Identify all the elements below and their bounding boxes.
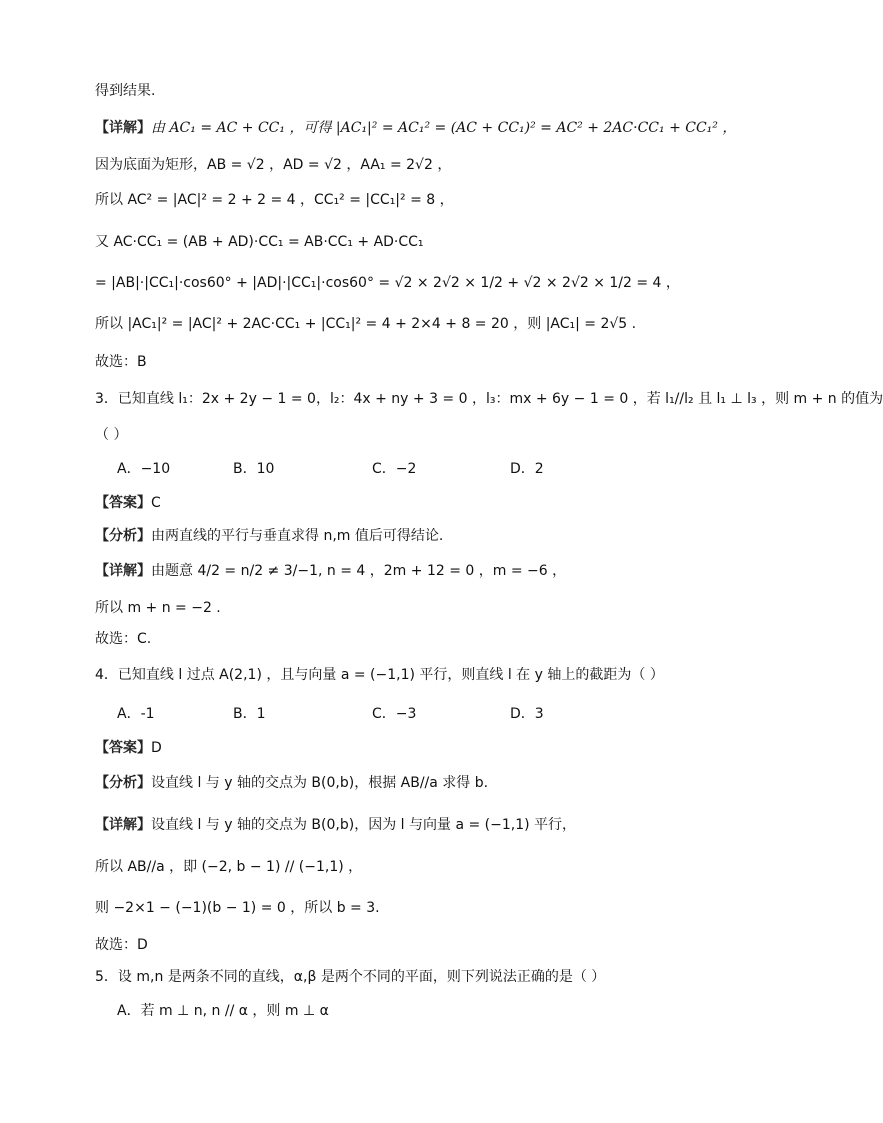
analysis-line (95, 525, 443, 547)
line-text: 3．已知直线 l₁：2x + 2y − 1 = 0，l₂：4x + ny + 3 = 0 ，l₃：mx + 6y − 1 = 0 ，若 l₁//l₂ 且 l₁ ⊥ l₃ ，则 m + n 的值为 (95, 391, 883, 407)
question-4-stem (95, 664, 664, 686)
text-line (95, 897, 380, 919)
line-text: 5．设 m,n 是两条不同的直线，α,β 是两个不同的平面，则下列说法正确的是（ ） (95, 969, 606, 985)
option-a: A．−10 (117, 461, 171, 477)
text-line (95, 231, 424, 253)
text-line (95, 80, 155, 102)
analysis-tag: 【分析】 (95, 775, 151, 791)
answer-choice-line (95, 934, 148, 956)
line-text: 所以 AB//a ，即 (−2, b − 1) // (−1,1) ， (95, 859, 363, 875)
line-text: 由两直线的平行与垂直求得 n,m 值后可得结论. (151, 528, 444, 544)
text-line (95, 154, 451, 176)
answer-line (95, 492, 161, 514)
detail-line (95, 117, 736, 139)
option-a: A．-1 (117, 706, 155, 722)
line-text: 故选：D (95, 937, 148, 953)
text-line (95, 856, 362, 878)
line-text: 设直线 l 与 y 轴的交点为 B(0,b)，因为 l 与向量 a = (−1,1) 平行， (151, 817, 577, 833)
answer-choice-line (95, 628, 151, 650)
text-line (95, 313, 636, 335)
analysis-line (95, 772, 488, 794)
option-b: B．10 (233, 461, 275, 477)
answer-tag: 【答案】 (95, 495, 151, 511)
detail-line (95, 560, 566, 582)
line-text: 所以 AC² = |AC|² = 2 + 2 = 4 ，CC₁² = |CC₁|² = 8 ， (95, 192, 454, 208)
line-text: 由题意 4/2 = n/2 ≠ 3/−1, n = 4 ，2m + 12 = 0 ，m = −6 ， (151, 563, 567, 579)
detail-tag: 【详解】 (95, 563, 151, 579)
answer-choice-line (95, 351, 147, 373)
detail-tag: 【详解】 (95, 120, 151, 136)
line-text: A．若 m ⊥ n, n // α ，则 m ⊥ α (117, 1003, 329, 1019)
line-text: 因为底面为矩形，AB = √2 ，AD = √2 ，AA₁ = 2√2 ， (95, 157, 452, 173)
line-text: 故选：B (95, 354, 147, 370)
text-line (95, 189, 454, 211)
line-text: 由 AC₁ = AC + CC₁ ，可得 |AC₁|² = AC₁² = (AC + CC₁)² = AC² + 2AC·CC₁ + CC₁² ， (151, 120, 737, 136)
option-c: C．−3 (372, 706, 417, 722)
question-3-bracket (95, 424, 127, 446)
option-d: D．2 (510, 461, 544, 477)
line-text: 设直线 l 与 y 轴的交点为 B(0,b)，根据 AB//a 求得 b. (151, 775, 489, 791)
line-text: = |AB|·|CC₁|·cos60° + |AD|·|CC₁|·cos60° = √2 × 2√2 × 1/2 + √2 × 2√2 × 1/2 = 4 ， (95, 275, 680, 291)
line-text: 又 AC·CC₁ = (AB + AD)·CC₁ = AB·CC₁ + AD·CC₁ (95, 234, 424, 250)
option-c: C．−2 (372, 461, 417, 477)
answer-line (95, 737, 162, 759)
question-5-option-a (117, 1000, 329, 1022)
line-text: 4．已知直线 l 过点 A(2,1) ，且与向量 a = (−1,1) 平行，则直线 l 在 y 轴上的截距为（ ） (95, 667, 664, 683)
line-text: 所以 m + n = −2 . (95, 600, 221, 616)
line-text: （ ） (95, 427, 128, 443)
line-text: 得到结果. (95, 83, 156, 99)
detail-line (95, 814, 576, 836)
question-3-stem (95, 388, 883, 410)
text-line (95, 597, 221, 619)
answer-value: D (151, 740, 162, 756)
line-text: 则 −2×1 − (−1)(b − 1) = 0 ，所以 b = 3. (95, 900, 380, 916)
option-b: B．1 (233, 706, 266, 722)
line-text: 故选：C. (95, 631, 152, 647)
answer-tag: 【答案】 (95, 740, 151, 756)
line-text: 所以 |AC₁|² = |AC|² + 2AC·CC₁ + |CC₁|² = 4 + 2×4 + 8 = 20 ，则 |AC₁| = 2√5 . (95, 316, 637, 332)
option-d: D．3 (510, 706, 544, 722)
question-5-stem (95, 966, 605, 988)
text-line (95, 272, 680, 294)
detail-tag: 【详解】 (95, 817, 151, 833)
answer-value: C (151, 495, 161, 511)
analysis-tag: 【分析】 (95, 528, 151, 544)
